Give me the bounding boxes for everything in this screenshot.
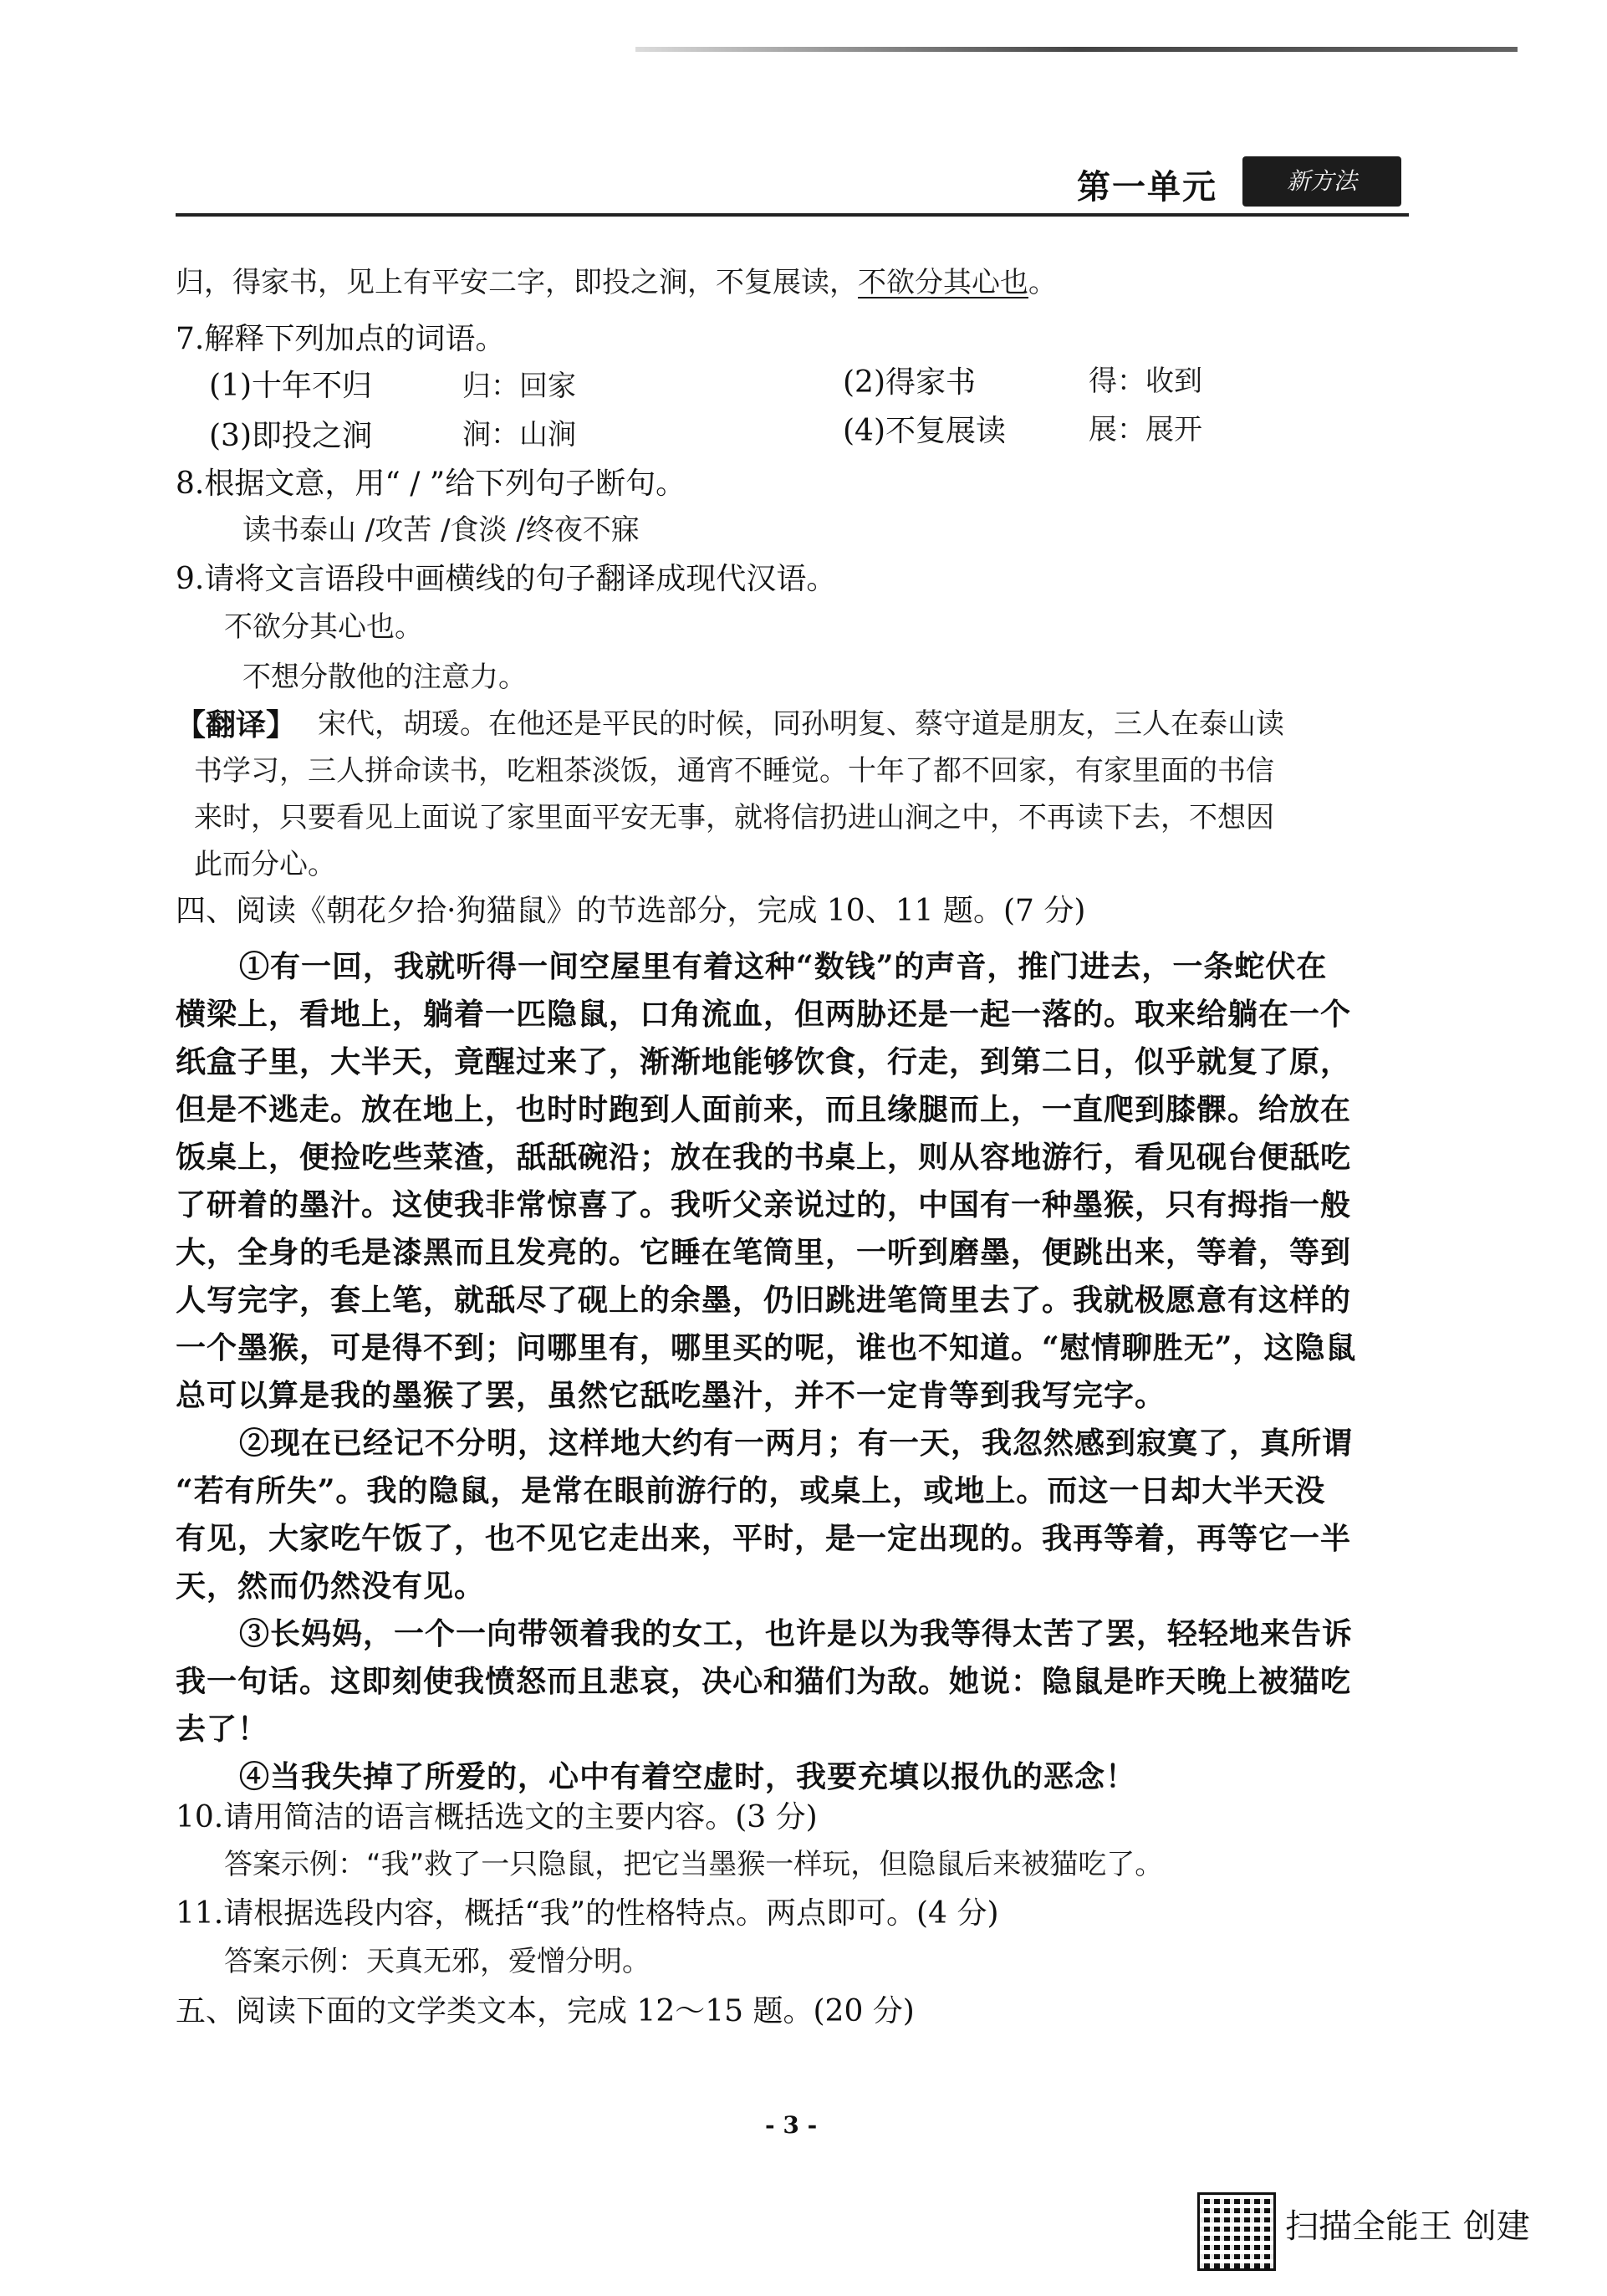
passage-end-line: [176, 266, 1057, 300]
passage-line: ③长妈妈，一个一向带领着我的女工，也许是以为我等得太苦了罢，轻轻地来告诉: [239, 1616, 1354, 1651]
passage-line: 天，然而仍然没有见。: [176, 1569, 486, 1604]
passage-end-period: 。: [1028, 266, 1057, 299]
passage-line: 我一句话。这即刻使我愤怒而且悲哀，决心和猫们为敌。她说：隐鼠是昨天晚上被猫吃: [176, 1664, 1352, 1699]
unit-title: 第一单元: [1077, 167, 1217, 207]
question-10: 10.请用简洁的语言概括选文的主要内容。(3 分): [176, 1800, 818, 1834]
underlined-sentence: 不欲分其心也: [858, 266, 1028, 299]
qr-code-icon: [1200, 2195, 1273, 2268]
question-11: 11.请根据选段内容，概括“我”的性格特点。两点即可。(4 分): [176, 1896, 999, 1931]
q10-answer: 答案示例：“我”救了一只隐鼠，把它当墨猴一样玩，但隐鼠后来被猫吃了。: [224, 1848, 1164, 1881]
passage-line: 人写完字，套上笔，就舐尽了砚上的余墨，仍旧跳进笔筒里去了。我就极愿意有这样的: [176, 1283, 1352, 1318]
q8-answer: 读书泰山 /攻苦 /食淡 /终夜不寐: [242, 513, 640, 547]
q11-answer: 答案示例：天真无邪，爱憎分明。: [224, 1945, 650, 1978]
passage-line: ④当我失掉了所爱的，心中有着空虚时，我要充填以报仇的恶念！: [239, 1759, 1137, 1794]
passage-line: 有见，大家吃午饭了，也不见它走出来，平时，是一定出现的。我再等着，再等它一半: [176, 1521, 1352, 1556]
passage-end-text: 归，得家书，见上有平安二字，即投之涧，不复展读，: [176, 266, 858, 299]
passage-line: 横梁上，看地上，躺着一匹隐鼠，口角流血，但两胁还是一起一落的。取来给躺在一个: [176, 997, 1352, 1032]
passage-line: 去了！: [176, 1712, 269, 1747]
translation-label: 【翻译】: [176, 707, 297, 742]
passage-line: 一个墨猴，可是得不到；问哪里有，哪里买的呢，谁也不知道。“慰情聊胜无”，这隐鼠: [176, 1330, 1357, 1365]
passage-line: 饭桌上，便捡吃些菜渣，舐舐碗沿；放在我的书桌上，则从容地游行，看见砚台便舐吃: [176, 1140, 1352, 1175]
q7-item-1: (1)十年不归: [209, 369, 372, 403]
passage-line: 总可以算是我的墨猴了罢，虽然它舐吃墨汁，并不一定肯等到我写完字。: [176, 1378, 1166, 1413]
passage-line: “若有所失”。我的隐鼠，是常在眼前游行的，或桌上，或地上。而这一日却大半天没: [176, 1473, 1326, 1508]
section-4-heading: 四、阅读《朝花夕拾·狗猫鼠》的节选部分，完成 10、11 题。(7 分): [176, 894, 1086, 928]
q7-item-3: (3)即投之涧: [209, 419, 372, 453]
translation-line-3: 来时，只要看见上面说了家里面平安无事，就将信扔进山涧之中，不再读下去，不想因: [194, 801, 1274, 834]
scanner-watermark: 扫描全能王 创建: [1285, 2207, 1530, 2246]
publisher-badge: 新方法: [1242, 156, 1401, 207]
q9-sentence: 不欲分其心也。: [224, 610, 423, 644]
translation-line-1: 宋代，胡瑗。在他还是平民的时候，同孙明复、蔡守道是朋友，三人在泰山读: [318, 707, 1284, 741]
translation-line-4: 此而分心。: [194, 848, 336, 881]
page-number: - 3 -: [765, 2111, 818, 2139]
passage-line: 了研着的墨汁。这使我非常惊喜了。我听父亲说过的，中国有一种墨猴，只有拇指一般: [176, 1187, 1352, 1222]
q9-answer: 不想分散他的注意力。: [242, 661, 527, 694]
q7-answer-4: 展：展开: [1089, 413, 1202, 446]
scan-artifact-line: [635, 47, 1518, 52]
q7-item-4: (4)不复展读: [843, 414, 1006, 448]
q7-answer-3: 涧：山涧: [462, 418, 576, 452]
question-8: 8.根据文意，用“ / ”给下列句子断句。: [176, 467, 686, 501]
question-9: 9.请将文言语段中画横线的句子翻译成现代汉语。: [176, 562, 837, 596]
translation-line-2: 书学习，三人拼命读书，吃粗茶淡饭，通宵不睡觉。十年了都不回家，有家里面的书信: [194, 754, 1274, 788]
passage-line: ②现在已经记不分明，这样地大约有一两月；有一天，我忽然感到寂寞了，真所谓: [239, 1426, 1354, 1461]
passage-line: 纸盒子里，大半天，竟醒过来了，渐渐地能够饮食，行走，到第二日，似乎就复了原，: [176, 1044, 1352, 1079]
passage-line: 但是不逃走。放在地上，也时时跑到人面前来，而且缘腿而上，一直爬到膝髁。给放在: [176, 1092, 1352, 1127]
q7-answer-2: 得：收到: [1089, 365, 1202, 398]
section-5-heading: 五、阅读下面的文学类文本，完成 12～15 题。(20 分): [176, 1994, 915, 2028]
passage-line: 大，全身的毛是漆黑而且发亮的。它睡在笔筒里，一听到磨墨，便跳出来，等着，等到: [176, 1235, 1352, 1270]
question-7: 7.解释下列加点的词语。: [176, 322, 506, 356]
passage-line: ①有一回，我就听得一间空屋里有着这种“数钱”的声音，推门进去，一条蛇伏在: [239, 949, 1328, 984]
header-divider: [176, 213, 1409, 217]
q7-answer-1: 归：回家: [462, 370, 576, 403]
q7-item-2: (2)得家书: [843, 365, 976, 400]
